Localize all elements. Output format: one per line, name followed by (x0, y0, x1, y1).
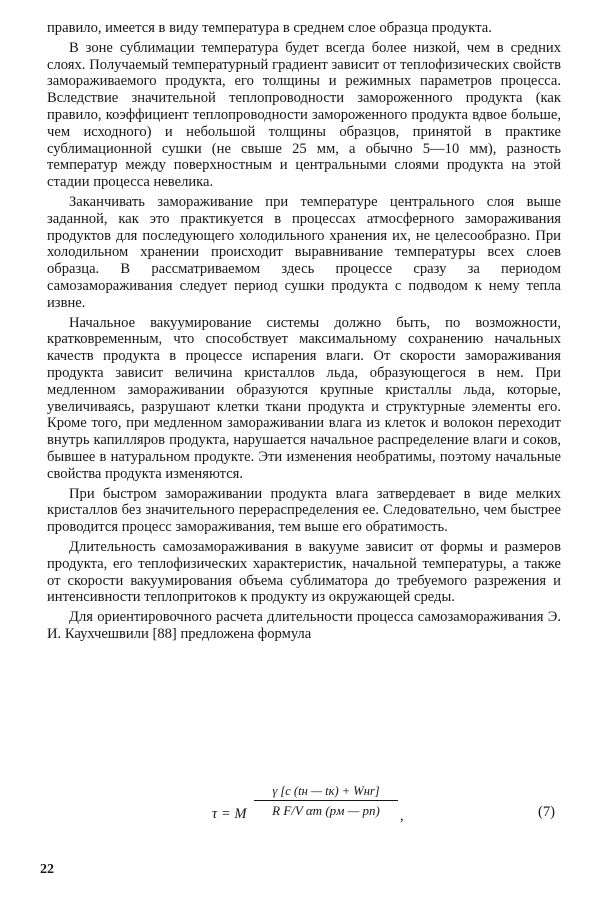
equation-number: (7) (538, 804, 556, 820)
formula-lhs: τ = M (212, 806, 247, 822)
formula-7 (0, 784, 600, 874)
body-text (47, 20, 561, 643)
fraction-bar (254, 800, 398, 801)
formula-numerator: γ [c (tн — tк) + Wнr] (272, 784, 380, 798)
formula-fraction (254, 784, 398, 819)
page-number: 22 (40, 862, 54, 877)
paragraph-2: В зоне сублимации температура будет всегда более низкой, чем в средних слоях. Получаемый температурный градиент зависит от теплофизических свойств замораживаемого продукта, его толщины и режимных параметров процесса. Вследствие значительной теплопроводности замороженного продукта (как правило, коэффициент теплопроводности замороженного продукта вдвое больше, чем исходного) и небольшой толщины образцов, принятой в практике сублимационной сушки (не свыше 25 мм, а обычно 5—10 мм), разность температур между поверхностным и центральными слоями продукта на этой стадии процесса невелика. (47, 39, 561, 191)
paragraph-3: Заканчивать замораживание при температуре центрального слоя выше заданной, как это практикуется в процессах атмосферного замораживания продуктов для последующего холодильного хранения их, не целесообразно. При холодильном хранении происходит выравнивание температуры всех слоев образца. В рассматриваемом здесь процессе сразу за периодом самозамораживания следует период сушки продукта с подводом к нему тепла извне. (47, 193, 561, 311)
formula-denominator: R F/V αm (pм — pп) (272, 803, 380, 818)
paragraph-1: правило, имеется в виду температура в среднем слое образца продукта. (47, 20, 492, 36)
formula-comma: , (400, 808, 404, 824)
paragraph-4: Начальное вакуумирование системы должно быть, по возможности, кратковременным, что способствует максимальному сохранению начальных качеств продукта в процессе испарения влаги. От скорости замораживания продукта зависит величина кристаллов льда, образующегося в нем. При медленном замораживании образуются крупные кристаллы льда, которые, увеличиваясь, разрушают клетки ткани продукта и структурные элементы его. Кроме того, при медленном замораживании влага из клеток и волокон переходит внутрь капилляров продукта, нарушается начальное распределение влаги и соков, бывшее в натуральном продукте. Эти изменения необратимы, поэтому начальные свойства продукта изменяются. (47, 314, 561, 482)
paragraph-6: Длительность самозамораживания в вакууме зависит от формы и размеров продукта, его теплофизических характеристик, начальной температуры, а также от скорости вакуумирования объема сублиматора до требуемого разрежения и интенсивности теплопритоков к продукту из окружающей среды. (47, 538, 561, 606)
paragraph-7: Для ориентировочного расчета длительности процесса самозамораживания Э. И. Каухчешвили [88] предложена формула (47, 609, 561, 642)
paragraph-5: При быстром замораживании продукта влага затвердевает в виде мелких кристаллов без значительного перераспределения ее. Следовательно, чем быстрее проводится процесс замораживания, тем выше его обратимость. (47, 485, 561, 536)
